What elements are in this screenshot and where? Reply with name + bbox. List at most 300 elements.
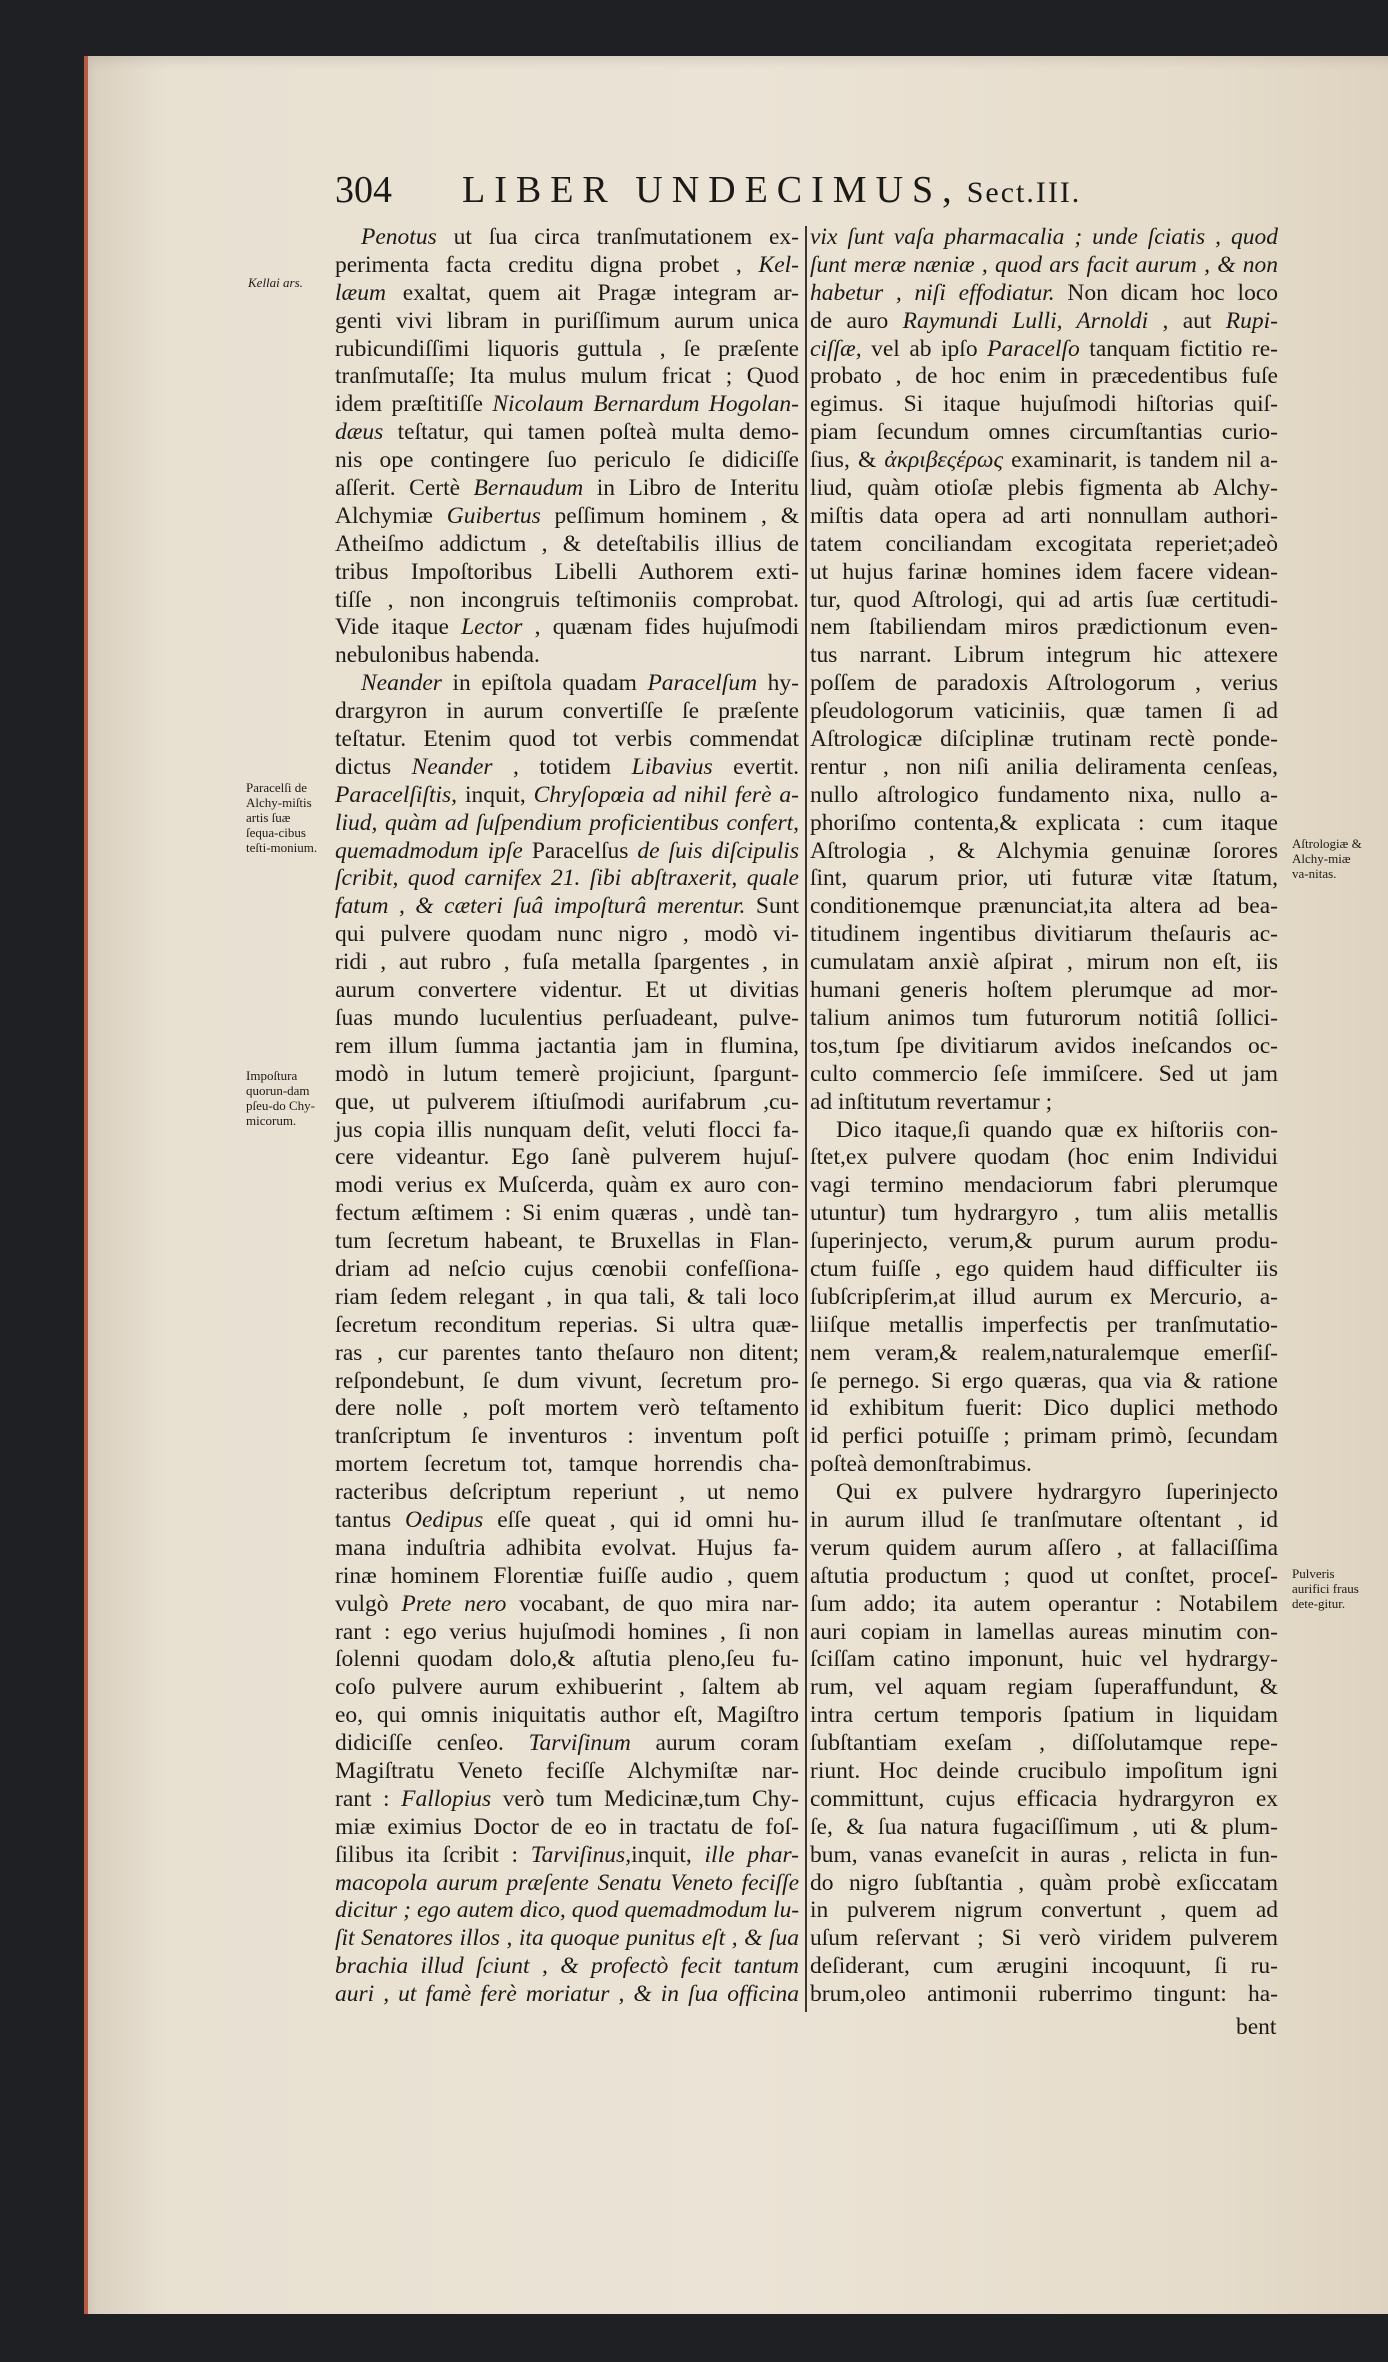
- text-line: [335, 893, 799, 921]
- roman-text: inquit,: [457, 781, 534, 808]
- italic-text: macopola aurum præſente Senatu Veneto feciſſe: [335, 1869, 799, 1896]
- roman-text: Paracelſus: [522, 837, 638, 864]
- roman-text: drargyron in aurum convertiſſe ſe præſente: [335, 698, 799, 725]
- text-line: [335, 670, 799, 698]
- text-line: [810, 419, 1278, 447]
- text-line: [335, 587, 799, 615]
- italic-text: ſunt meræ næniæ , quod ars facit aurum , & non: [810, 251, 1278, 278]
- text-line: [335, 977, 799, 1005]
- roman-text: ſe, & ſua natura fugaciſſimum , uti & plum-: [810, 1813, 1278, 1840]
- roman-text: racteribus deſcriptum reperiunt , ut nemo: [335, 1479, 799, 1506]
- text-line: [810, 280, 1278, 308]
- roman-text: bum, vanas evaneſcit in auras , relicta in fun-: [810, 1841, 1278, 1868]
- roman-text: auri copiam in lamellas aureas minutim con-: [810, 1618, 1278, 1645]
- text-line: [335, 531, 799, 559]
- text-line: [335, 1981, 799, 2009]
- roman-text: Dico itaque,ſi quando quæ ex hiſtoriis con-: [836, 1116, 1278, 1143]
- text-line: [810, 810, 1278, 838]
- text-line: [810, 503, 1278, 531]
- roman-text: Non dicam hoc loco: [1054, 279, 1279, 306]
- text-line: [335, 1256, 799, 1284]
- margin-note-kellai: Kellai ars.: [248, 275, 303, 290]
- text-line: [335, 1953, 799, 1981]
- text-line: [335, 698, 799, 726]
- roman-text: tranſcriptum ſe inventuros : inventum poſt: [335, 1423, 799, 1450]
- running-title: LIBER UNDECIMUS,: [462, 169, 961, 211]
- roman-text: in epiſtola quadam: [441, 670, 648, 697]
- text-line: [335, 363, 799, 391]
- text-line: [810, 1702, 1278, 1730]
- column-divider: [805, 226, 807, 2012]
- roman-text: ſtet,ex pulvere quodam (hoc enim Individui: [810, 1144, 1278, 1171]
- roman-text: mortem ſecretum tot, tamque horrendis cha-: [335, 1451, 799, 1478]
- roman-text: ſint, quarum prior, uti futuræ vitæ ſtatum,: [810, 865, 1278, 892]
- text-line: [335, 810, 799, 838]
- text-line: [335, 559, 799, 587]
- roman-text: vel ab ipſo: [861, 335, 988, 362]
- roman-text: ut ſua circa tranſmutationem ex-: [436, 224, 799, 250]
- running-header: [335, 170, 1081, 210]
- text-line: [335, 1117, 799, 1145]
- text-line: [335, 1340, 799, 1368]
- roman-text: ſolenni quodam dolo,& aſtutia pleno,ſeu fu-: [335, 1646, 799, 1673]
- text-line: [810, 754, 1278, 782]
- text-line: [335, 1479, 799, 1507]
- roman-text: Atheiſmo addictum , & deteſtabilis illius de: [335, 530, 799, 557]
- italic-text: læum: [335, 279, 386, 306]
- roman-text: eſſe queat , qui id omni hu-: [483, 1506, 799, 1533]
- text-line: [335, 419, 799, 447]
- text-line: [335, 1730, 799, 1758]
- roman-text: tus narrant. Librum integrum hic attexere: [810, 642, 1278, 669]
- text-line: [335, 642, 799, 670]
- roman-text: Qui ex pulvere hydrargyro ſuperinjecto: [836, 1479, 1278, 1506]
- italic-text: Neander: [361, 670, 442, 697]
- text-line: [335, 503, 799, 531]
- roman-text: egimus. Si itaque hujuſmodi hiſtorias quiſ-: [810, 391, 1278, 418]
- text-line: [335, 1786, 799, 1814]
- italic-text: Paracelſiſtis,: [335, 781, 458, 808]
- text-line: [335, 1228, 799, 1256]
- roman-text: ridi , aut rubro , fuſa metalla ſpargentes , in: [335, 949, 799, 976]
- text-line: [810, 224, 1278, 252]
- roman-text: ctum fuiſſe , ego quidem haud difficulter iis: [810, 1255, 1278, 1282]
- roman-text: ſubſtantiam exeſam , diſſolutamque repe-: [810, 1730, 1278, 1757]
- roman-text: talium animos tum futurorum notitiâ ſollici-: [810, 1004, 1278, 1031]
- text-line: [335, 280, 799, 308]
- roman-text: tantus: [335, 1506, 405, 1533]
- roman-text: rant : ego verius hujuſmodi homines , ſi non: [335, 1618, 799, 1645]
- roman-text: didiciſſe cenſeo.: [335, 1730, 529, 1757]
- text-line: [810, 642, 1278, 670]
- roman-text: teſtatur, qui tamen poſteà multa demo-: [383, 419, 799, 446]
- roman-text: , totidem: [492, 753, 632, 780]
- italic-text: Lector: [461, 614, 523, 641]
- catchword: bent: [1236, 2014, 1277, 2040]
- italic-text: Chryſopœia ad nihil ferè a-: [533, 781, 799, 808]
- roman-text: nebulonibus habenda.: [335, 642, 540, 669]
- roman-text: brum,oleo antimonii ruberrimo tingunt: ha-: [810, 1981, 1278, 2008]
- text-line: [810, 1033, 1278, 1061]
- text-line: [810, 1814, 1278, 1842]
- section-label: Sect.III.: [966, 176, 1082, 209]
- roman-text: intra certum temporis ſpatium in liquidam: [810, 1702, 1278, 1729]
- roman-text: vulgò: [335, 1590, 402, 1617]
- italic-text: Guibertus: [446, 502, 541, 529]
- roman-text: tur, quod Aſtrologi, qui ad artis ſuæ certitudi-: [810, 586, 1278, 613]
- text-line: [810, 977, 1278, 1005]
- roman-text: phoriſmo contenta,& explicata : cum itaque: [810, 809, 1278, 836]
- roman-text: deſiderant, cum ærugini incoquunt, ſi ru-: [810, 1953, 1278, 1980]
- roman-text: teſtatur. Etenim quod tot verbis commendat: [335, 726, 799, 753]
- roman-text: probato , de hoc enim in præcedentibus fuſe: [810, 363, 1278, 390]
- text-line: [810, 1563, 1278, 1591]
- roman-text: tanquam fictitio re-: [1079, 335, 1278, 362]
- text-line: [810, 1507, 1278, 1535]
- text-line: [810, 838, 1278, 866]
- text-line: [810, 893, 1278, 921]
- italic-text: Prete nero: [401, 1590, 507, 1617]
- text-line: [335, 1144, 799, 1172]
- text-line: [335, 1619, 799, 1647]
- text-line: [335, 754, 799, 782]
- text-line: [335, 1674, 799, 1702]
- roman-text: de auro: [810, 307, 903, 334]
- roman-text: aſſerit. Certè: [335, 475, 474, 502]
- text-line: [335, 1535, 799, 1563]
- roman-text: exaltat, quem ait Pragæ integram ar-: [385, 279, 799, 306]
- roman-text: in aurum illud ſe tranſmutare oſtentant , id: [810, 1506, 1278, 1533]
- roman-text: Vide itaque: [335, 614, 462, 641]
- italic-text: Bernaudum: [473, 475, 584, 502]
- margin-note-paracelsi: Paracelſi de Alchy-miſtis artis ſuæ ſequa-cibus teſti-monium.: [246, 780, 318, 855]
- italic-text: Libavius: [631, 753, 713, 780]
- roman-text: coſo pulvere aurum exhibuerint , ſaltem ab: [335, 1674, 799, 1701]
- roman-text: riam ſedem relegant , in qua tali, & tali loco: [335, 1283, 799, 1310]
- text-line: [810, 1395, 1278, 1423]
- italic-text: ille phar-: [704, 1841, 799, 1868]
- page-number: 304: [335, 169, 392, 211]
- roman-text: aurum coram: [630, 1730, 799, 1757]
- roman-text: ſius, &: [810, 447, 885, 474]
- italic-text: Oedipus: [405, 1506, 484, 1533]
- roman-text: Aſtrologia , & Alchymia genuinæ ſorores: [810, 837, 1278, 864]
- roman-text: in Libro de Interitu: [583, 475, 799, 502]
- roman-text: titudinem ingentibus divitiarum theſauris ac-: [810, 921, 1278, 948]
- roman-text: que, ut pulverem iſtiuſmodi aurifabrum ,cu-: [335, 1088, 799, 1115]
- text-line: [335, 475, 799, 503]
- text-line: [335, 447, 799, 475]
- roman-text: rubicundiſſimi liquoris guttula , ſe præſente: [335, 335, 799, 362]
- roman-text: tum ſecretum habeant, te Bruxellas in Flan-: [335, 1228, 799, 1255]
- text-line: [335, 1395, 799, 1423]
- roman-text: qui pulvere quodam nunc nigro , modò vi-: [335, 921, 799, 948]
- text-line: [810, 1619, 1278, 1647]
- roman-text: poſteà demonſtrabimus.: [810, 1451, 1032, 1478]
- roman-text: mana induſtria adhibita evolvat. Hujus fa-: [335, 1534, 799, 1561]
- text-line: [810, 1284, 1278, 1312]
- text-line: [335, 1033, 799, 1061]
- roman-text: uſum reſervant ; Si verò viridem pulverem: [810, 1925, 1278, 1952]
- text-line: [810, 1758, 1278, 1786]
- italic-text: liud, quàm ad ſuſpendium proficientibus confert,: [335, 809, 799, 836]
- roman-text: cumulatam anxiè aſpirat , mirum non eſt, iis: [810, 949, 1278, 976]
- text-line: [335, 336, 799, 364]
- text-line: [810, 308, 1278, 336]
- text-line: [335, 1842, 799, 1870]
- text-line: [335, 391, 799, 419]
- roman-text: jus copia illis nunquam deſit, veluti flocci fa-: [335, 1116, 799, 1143]
- roman-text: tribus Impoſtoribus Libelli Authorem exti-: [335, 558, 799, 585]
- italic-text: ciſſæ,: [810, 335, 862, 362]
- roman-text: piam ſecundum omnes circumſtantias curio-: [810, 419, 1278, 446]
- roman-text: reſpondebunt, ſe dum vivunt, ſecretum pro-: [335, 1367, 799, 1394]
- text-line: [810, 1981, 1278, 2009]
- roman-text: tiſſe , non incongruis teſtimoniis comprobat.: [335, 586, 799, 613]
- roman-text: perimenta facta creditu digna probet ,: [335, 251, 759, 278]
- text-line: [810, 1061, 1278, 1089]
- text-line: [335, 949, 799, 977]
- italic-text: brachia illud ſciunt , & profectò fecit tantum: [335, 1953, 799, 1980]
- roman-text: do nigro ſubſtantia , quàm probè exſiccatam: [810, 1869, 1278, 1896]
- text-line: [810, 1451, 1278, 1479]
- italic-text: de ſuis diſcipulis: [637, 837, 799, 864]
- italic-text: quemadmodum ipſe: [335, 837, 523, 864]
- text-line: [810, 559, 1278, 587]
- text-line: [810, 1674, 1278, 1702]
- roman-text: nem veram,& realem,naturalemque emerſiſ-: [810, 1339, 1278, 1366]
- italic-text: fatum , & cæteri ſuâ impoſturâ merentur.: [335, 893, 746, 920]
- text-line: [335, 1507, 799, 1535]
- text-line: [335, 224, 799, 252]
- text-line: [335, 252, 799, 280]
- text-line: [810, 865, 1278, 893]
- text-line: [335, 1172, 799, 1200]
- text-line: [810, 726, 1278, 754]
- roman-text: , quænam fides hujuſmodi: [522, 614, 799, 641]
- text-line: [335, 838, 799, 866]
- italic-text: Rupi-: [1225, 307, 1278, 334]
- text-line: [810, 1256, 1278, 1284]
- roman-text: ſciſſam catino imponunt, huic vel hydrargy-: [810, 1646, 1278, 1673]
- roman-text: ras , cur parentes tanto theſauro non ditent;: [335, 1339, 799, 1366]
- italic-text: Raymundi Lulli, Arnoldi: [902, 307, 1149, 334]
- text-line: [335, 1284, 799, 1312]
- roman-text: rem illum ſumma jactantia jam in flumina,: [335, 1032, 799, 1059]
- roman-text: tranſmutaſſe; Ita mulus mulum fricat ; Quod: [335, 363, 799, 390]
- text-line: [810, 1172, 1278, 1200]
- text-line: [810, 698, 1278, 726]
- text-line: [810, 1842, 1278, 1870]
- text-line: [810, 1423, 1278, 1451]
- roman-text: in pulverem nigrum convertunt , quem ad: [810, 1897, 1278, 1924]
- italic-text: Tarviſinum: [528, 1730, 631, 1757]
- text-line: [335, 921, 799, 949]
- italic-text: Tarviſinus,: [530, 1841, 632, 1868]
- text-line: [335, 614, 799, 642]
- italic-text: dicitur ; ego autem dico, quod quemadmodum lu-: [335, 1897, 799, 1924]
- roman-text: modi verius ex Muſcerda, quàm ex auro con-: [335, 1172, 799, 1199]
- roman-text: tatem conciliandam excogitata reperiet;adeò: [810, 530, 1278, 557]
- roman-text: ſilibus ita ſcribit :: [335, 1841, 531, 1868]
- roman-text: , aut: [1148, 307, 1226, 334]
- roman-text: rinæ hominem Florentiæ fuiſſe audio , quem: [335, 1562, 799, 1589]
- text-line: [335, 1563, 799, 1591]
- text-line: [335, 1814, 799, 1842]
- text-line: [810, 1340, 1278, 1368]
- text-line: [810, 1144, 1278, 1172]
- text-line: [810, 1117, 1278, 1145]
- text-line: [810, 1786, 1278, 1814]
- text-line: [335, 1758, 799, 1786]
- text-line: [810, 531, 1278, 559]
- text-line: [810, 363, 1278, 391]
- text-line: [810, 1089, 1278, 1117]
- roman-text: poſſem de paradoxis Aſtrologorum , verius: [810, 670, 1278, 697]
- text-line: [810, 1535, 1278, 1563]
- right-column: [810, 224, 1278, 2009]
- roman-text: driam ad neſcio cujus cœnobii confeſſiona-: [335, 1255, 799, 1282]
- roman-text: rum, vel aquam regiam ſuperaffundunt, &: [810, 1674, 1278, 1701]
- text-line: [335, 1089, 799, 1117]
- text-line: [810, 670, 1278, 698]
- roman-text: ſuas mundo luculentius perſuadeant, pulve-: [335, 1004, 799, 1031]
- italic-text: Neander: [411, 753, 493, 780]
- roman-text: liud, quàm otioſæ plebis figmenta ab Alchy-: [810, 475, 1278, 502]
- text-line: [335, 782, 799, 810]
- text-line: [810, 1228, 1278, 1256]
- roman-text: Magiſtratu Veneto feciſſe Alchymiſtæ nar-: [335, 1757, 799, 1784]
- text-line: [810, 1591, 1278, 1619]
- italic-text: dæus: [335, 419, 384, 446]
- roman-text: utuntur) tum hydrargyro , tum aliis metallis: [810, 1200, 1278, 1227]
- text-line: [810, 949, 1278, 977]
- roman-text: miſtis data opera ad arti nonnullam authori-: [810, 502, 1278, 529]
- italic-text: Fallopius: [401, 1785, 492, 1812]
- text-line: [335, 1702, 799, 1730]
- italic-text: ἀκριβεςέρως: [884, 447, 1003, 474]
- text-line: [810, 1925, 1278, 1953]
- text-line: [810, 587, 1278, 615]
- roman-text: idem præſtitiſſe: [335, 391, 493, 418]
- text-line: [335, 865, 799, 893]
- text-line: [335, 1870, 799, 1898]
- roman-text: ſuperinjecto, verum,& purum aurum produ-: [810, 1228, 1278, 1255]
- roman-text: ſum addo; ita autem operantur : Notabilem: [810, 1590, 1278, 1617]
- roman-text: Alchymiæ: [335, 502, 447, 529]
- text-line: [810, 1646, 1278, 1674]
- roman-text: ſubſcripſerim,at illud aurum ex Mercurio, a-: [810, 1283, 1278, 1310]
- text-line: [335, 1312, 799, 1340]
- text-line: [810, 1730, 1278, 1758]
- roman-text: eo, qui omnis iniquitatis author eſt, Magiſtro: [335, 1702, 799, 1729]
- text-line: [810, 336, 1278, 364]
- roman-text: inquit,: [631, 1841, 705, 1868]
- text-line: [335, 1646, 799, 1674]
- text-line: [810, 447, 1278, 475]
- roman-text: culto commercio ſeſe immiſcere. Sed ut jam: [810, 1060, 1278, 1087]
- roman-text: modò in lutum temerè projiciunt, ſpargunt-: [335, 1060, 799, 1087]
- roman-text: hy-: [757, 670, 799, 697]
- roman-text: verò tum Medicinæ,tum Chy-: [491, 1785, 799, 1812]
- roman-text: ut hujus farinæ homines idem facere videan-: [810, 558, 1278, 585]
- italic-text: ſcribit, quod carnifex 21. ſibi abſtraxerit, quale: [335, 865, 799, 892]
- text-line: [335, 1423, 799, 1451]
- text-line: [335, 1925, 799, 1953]
- text-line: [810, 1897, 1278, 1925]
- margin-note-astrologia: Aſtrologiæ & Alchy-miæ va-nitas.: [1292, 836, 1362, 881]
- roman-text: pſeudologorum vaticiniis, quæ tamen ſi ad: [810, 698, 1278, 725]
- roman-text: nullo aſtrologico fundamento nixa, nullo a-: [810, 781, 1278, 808]
- italic-text: Nicolaum Bernardum Hogolan-: [492, 391, 800, 418]
- text-line: [335, 308, 799, 336]
- roman-text: riunt. Hoc deinde crucibulo impoſitum igni: [810, 1757, 1278, 1784]
- text-line: [810, 1479, 1278, 1507]
- italic-text: Penotus: [361, 224, 437, 250]
- roman-text: examinarit, is tandem nil a-: [1003, 447, 1279, 474]
- roman-text: nem ſtabiliendam miros prædictionum even-: [810, 614, 1278, 641]
- roman-text: rentur , non niſi anilia deliramenta cenſeas,: [810, 753, 1278, 780]
- text-line: [810, 782, 1278, 810]
- roman-text: ſecretum reconditum reperias. Si ultra quæ-: [335, 1311, 799, 1338]
- roman-text: peſſimum hominem , &: [540, 502, 799, 529]
- roman-text: vagi termino mendaciorum fabri plerumque: [810, 1172, 1278, 1199]
- text-line: [810, 475, 1278, 503]
- text-line: [335, 1591, 799, 1619]
- text-line: [810, 921, 1278, 949]
- roman-text: conditionemque prænunciat,ita altera ad bea-: [810, 893, 1278, 920]
- italic-text: auri , ut famè ferè moriatur , & in ſua officina: [335, 1981, 799, 2008]
- roman-text: Sunt: [745, 893, 799, 920]
- roman-text: rant :: [335, 1785, 402, 1812]
- text-line: [810, 1200, 1278, 1228]
- italic-text: Kel-: [758, 251, 799, 278]
- italic-text: Paracelſum: [647, 670, 758, 697]
- italic-text: ſit Senatores illos , ita quoque punitus eſt , & ſua: [335, 1925, 799, 1952]
- text-line: [335, 1200, 799, 1228]
- text-line: [335, 1368, 799, 1396]
- roman-text: dictus: [335, 753, 412, 780]
- roman-text: ad inſtitutum revertamur ;: [810, 1088, 1053, 1115]
- roman-text: evertit.: [712, 753, 799, 780]
- text-line: [335, 726, 799, 754]
- roman-text: fectum æſtimem : Si enim quæras , undè tan-: [335, 1200, 799, 1227]
- text-line: [810, 1953, 1278, 1981]
- text-line: [335, 1061, 799, 1089]
- roman-text: nis ope contingere ſuo periculo ſe didiciſſe: [335, 447, 799, 474]
- roman-text: id exhibitum fuerit: Dico duplici methodo: [810, 1395, 1278, 1422]
- text-line: [810, 614, 1278, 642]
- italic-text: Paracelſo: [987, 335, 1080, 362]
- text-line: [810, 1005, 1278, 1033]
- italic-text: habetur , niſi effodiatur.: [810, 279, 1055, 306]
- italic-text: vix ſunt vaſa pharmacalia ; unde ſciatis , quod: [810, 224, 1278, 250]
- text-line: [335, 1005, 799, 1033]
- roman-text: verum quidem aurum aſſero , at fallaciſſima: [810, 1534, 1278, 1561]
- margin-note-pulveris: Pulveris aurifici fraus dete-gitur.: [1292, 1566, 1359, 1611]
- roman-text: cere videantur. Ego ſanè pulverem hujuſ-: [335, 1144, 799, 1171]
- roman-text: committunt, cujus efficacia hydrargyron ex: [810, 1785, 1278, 1812]
- roman-text: dere nolle , poſt mortem verò teſtamento: [335, 1395, 799, 1422]
- roman-text: aurum convertere videntur. Et ut divitias: [335, 977, 799, 1004]
- roman-text: ſe pernego. Si ergo quæras, qua via & ratione: [810, 1367, 1278, 1394]
- text-line: [810, 1312, 1278, 1340]
- text-line: [810, 391, 1278, 419]
- roman-text: id perfici potuiſſe ; primam primò, ſecundam: [810, 1423, 1278, 1450]
- margin-note-impostura: Impoſtura quorun-dam pſeu-do Chy-micorum.: [246, 1068, 315, 1128]
- roman-text: humani generis hoſtem plerumque ad mor-: [810, 977, 1278, 1004]
- roman-text: vocabant, de quo mira nar-: [506, 1590, 799, 1617]
